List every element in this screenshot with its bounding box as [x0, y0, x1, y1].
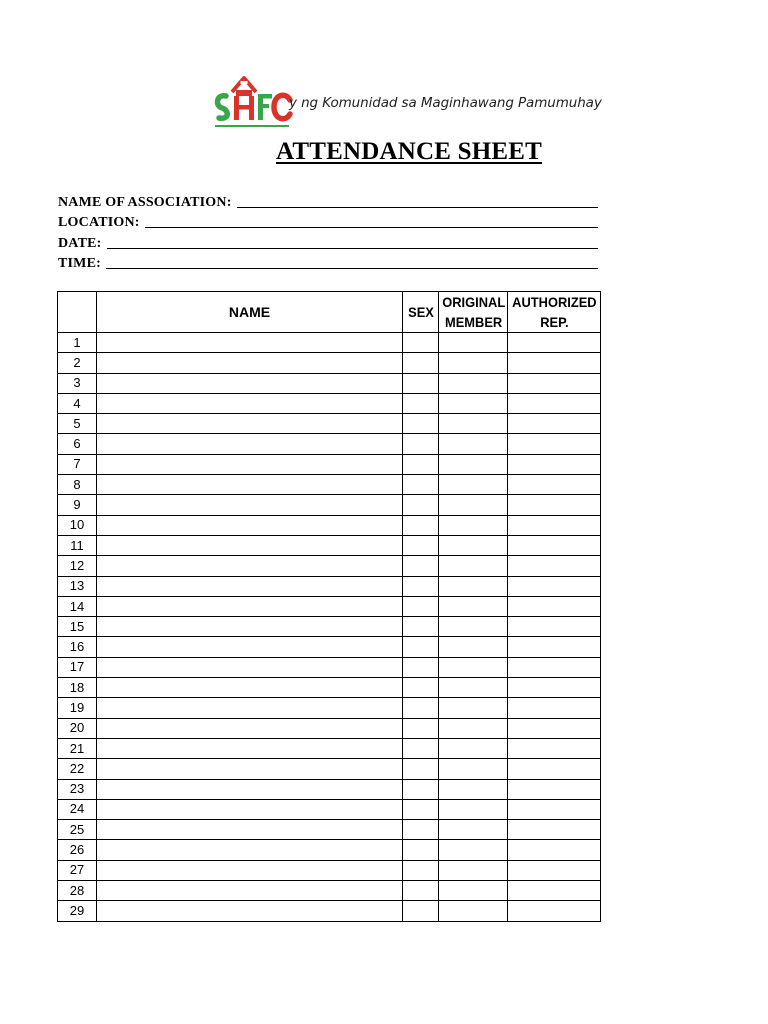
table-row	[58, 617, 601, 637]
name-cell[interactable]	[97, 820, 403, 840]
authorized-rep-cell[interactable]	[508, 617, 601, 637]
original-member-cell[interactable]	[439, 414, 508, 434]
row-number: 13	[58, 576, 97, 596]
sex-cell[interactable]	[403, 738, 439, 758]
table-row	[58, 678, 601, 698]
table-row	[58, 637, 601, 657]
original-member-cell[interactable]	[439, 434, 508, 454]
name-cell[interactable]	[97, 576, 403, 596]
table-row	[58, 860, 601, 880]
original-member-cell[interactable]	[439, 495, 508, 515]
name-cell[interactable]	[97, 393, 403, 413]
table-row	[58, 393, 601, 413]
name-cell[interactable]	[97, 637, 403, 657]
authorized-rep-cell[interactable]	[508, 393, 601, 413]
row-number: 6	[58, 434, 97, 454]
row-number: 20	[58, 718, 97, 738]
row-number: 17	[58, 657, 97, 677]
header-authorized-rep: AUTHORIZED REP.	[511, 292, 596, 333]
name-cell[interactable]	[97, 779, 403, 799]
row-number: 5	[58, 414, 97, 434]
sex-cell[interactable]	[403, 535, 439, 555]
name-cell[interactable]	[97, 718, 403, 738]
name-cell[interactable]	[97, 759, 403, 779]
table-row	[58, 799, 601, 819]
sex-cell[interactable]	[403, 495, 439, 515]
name-cell[interactable]	[97, 556, 403, 576]
row-number: 28	[58, 881, 97, 901]
sex-cell[interactable]	[403, 637, 439, 657]
table-row	[58, 454, 601, 474]
name-cell[interactable]	[97, 617, 403, 637]
sex-cell[interactable]	[403, 678, 439, 698]
table-row	[58, 556, 601, 576]
sex-cell[interactable]	[403, 454, 439, 474]
time-line[interactable]	[106, 268, 598, 269]
location-line[interactable]	[145, 227, 598, 228]
row-number: 9	[58, 495, 97, 515]
sex-cell[interactable]	[403, 515, 439, 535]
authorized-rep-cell[interactable]	[508, 535, 601, 555]
sex-cell[interactable]	[403, 820, 439, 840]
original-member-cell[interactable]	[439, 475, 508, 495]
authorized-rep-cell[interactable]	[508, 576, 601, 596]
row-number: 2	[58, 353, 97, 373]
name-cell[interactable]	[97, 475, 403, 495]
table-row	[58, 373, 601, 393]
original-member-cell[interactable]	[439, 799, 508, 819]
row-number: 24	[58, 799, 97, 819]
name-cell[interactable]	[97, 840, 403, 860]
name-cell[interactable]	[97, 353, 403, 373]
original-member-cell[interactable]	[439, 881, 508, 901]
table-row	[58, 779, 601, 799]
location-label: LOCATION:	[58, 215, 140, 230]
page-title: ATTENDANCE SHEET	[276, 138, 542, 165]
name-cell[interactable]	[97, 738, 403, 758]
original-member-cell[interactable]	[439, 738, 508, 758]
authorized-rep-cell[interactable]	[508, 759, 601, 779]
authorized-rep-cell[interactable]	[508, 515, 601, 535]
authorized-rep-cell[interactable]	[508, 556, 601, 576]
row-number: 14	[58, 596, 97, 616]
row-number: 21	[58, 738, 97, 758]
date-line[interactable]	[107, 248, 598, 249]
location-field[interactable]	[58, 211, 598, 232]
row-number: 26	[58, 840, 97, 860]
authorized-rep-cell[interactable]	[508, 820, 601, 840]
association-line[interactable]	[237, 207, 598, 208]
authorized-rep-cell[interactable]	[508, 840, 601, 860]
authorized-rep-cell[interactable]	[508, 901, 601, 921]
authorized-rep-cell[interactable]	[508, 881, 601, 901]
name-cell[interactable]	[97, 698, 403, 718]
name-cell[interactable]	[97, 535, 403, 555]
authorized-rep-cell[interactable]	[508, 738, 601, 758]
name-cell[interactable]	[97, 901, 403, 921]
row-number: 1	[58, 333, 97, 353]
sex-cell[interactable]	[403, 860, 439, 880]
name-cell[interactable]	[97, 799, 403, 819]
table-header-row	[58, 292, 601, 333]
name-cell[interactable]	[97, 596, 403, 616]
sex-cell[interactable]	[403, 617, 439, 637]
authorized-rep-cell[interactable]	[508, 353, 601, 373]
table-row	[58, 718, 601, 738]
name-cell[interactable]	[97, 373, 403, 393]
table-row	[58, 596, 601, 616]
table-row	[58, 535, 601, 555]
row-number: 8	[58, 475, 97, 495]
row-number: 11	[58, 535, 97, 555]
name-cell[interactable]	[97, 434, 403, 454]
date-field[interactable]	[58, 231, 598, 252]
original-member-cell[interactable]	[439, 596, 508, 616]
header-number	[59, 292, 95, 333]
row-number: 4	[58, 393, 97, 413]
name-cell[interactable]	[97, 515, 403, 535]
time-field[interactable]	[58, 252, 598, 273]
sex-cell[interactable]	[403, 718, 439, 738]
original-member-cell[interactable]	[439, 353, 508, 373]
sex-cell[interactable]	[403, 799, 439, 819]
sex-cell[interactable]	[403, 698, 439, 718]
table-row	[58, 414, 601, 434]
authorized-rep-cell[interactable]	[508, 454, 601, 474]
original-member-cell[interactable]	[439, 333, 508, 353]
sex-cell[interactable]	[403, 353, 439, 373]
table-row	[58, 840, 601, 860]
original-member-cell[interactable]	[439, 820, 508, 840]
sex-cell[interactable]	[403, 596, 439, 616]
name-cell[interactable]	[97, 678, 403, 698]
sex-cell[interactable]	[403, 840, 439, 860]
authorized-rep-cell[interactable]	[508, 718, 601, 738]
row-number: 3	[58, 373, 97, 393]
name-cell[interactable]	[97, 414, 403, 434]
header-sex: SEX	[404, 292, 437, 333]
name-cell[interactable]	[97, 881, 403, 901]
original-member-cell[interactable]	[439, 576, 508, 596]
row-number: 27	[58, 860, 97, 880]
row-number: 19	[58, 698, 97, 718]
table-row	[58, 820, 601, 840]
original-member-cell[interactable]	[439, 454, 508, 474]
original-member-cell[interactable]	[439, 718, 508, 738]
original-member-cell[interactable]	[439, 759, 508, 779]
table-row	[58, 881, 601, 901]
sex-cell[interactable]	[403, 556, 439, 576]
original-member-cell[interactable]	[439, 901, 508, 921]
sex-cell[interactable]	[403, 759, 439, 779]
row-number: 29	[58, 901, 97, 921]
sex-cell[interactable]	[403, 434, 439, 454]
original-member-cell[interactable]	[439, 657, 508, 677]
table-row	[58, 475, 601, 495]
table-row	[58, 738, 601, 758]
table-row	[58, 657, 601, 677]
sex-cell[interactable]	[403, 901, 439, 921]
authorized-rep-cell[interactable]	[508, 698, 601, 718]
original-member-cell[interactable]	[439, 637, 508, 657]
authorized-rep-cell[interactable]	[508, 860, 601, 880]
name-cell[interactable]	[97, 495, 403, 515]
row-number: 15	[58, 617, 97, 637]
table-row	[58, 759, 601, 779]
shfc-logo	[212, 72, 294, 134]
authorized-rep-cell[interactable]	[508, 495, 601, 515]
sex-cell[interactable]	[403, 657, 439, 677]
authorized-rep-cell[interactable]	[508, 373, 601, 393]
header-original-member: ORIGINAL MEMBER	[441, 292, 505, 333]
original-member-cell[interactable]	[439, 373, 508, 393]
row-number: 7	[58, 454, 97, 474]
sex-cell[interactable]	[403, 333, 439, 353]
authorized-rep-cell[interactable]	[508, 434, 601, 454]
table-row	[58, 515, 601, 535]
sex-cell[interactable]	[403, 414, 439, 434]
original-member-cell[interactable]	[439, 535, 508, 555]
table-row	[58, 901, 601, 921]
row-number: 12	[58, 556, 97, 576]
authorized-rep-cell[interactable]	[508, 657, 601, 677]
table-row	[58, 333, 601, 353]
tagline: y ng Komunidad sa Maginhawang Pamumuhay	[289, 95, 602, 111]
authorized-rep-cell[interactable]	[508, 779, 601, 799]
original-member-cell[interactable]	[439, 617, 508, 637]
authorized-rep-cell[interactable]	[508, 799, 601, 819]
authorized-rep-cell[interactable]	[508, 637, 601, 657]
sex-cell[interactable]	[403, 576, 439, 596]
association-label: NAME OF ASSOCIATION:	[58, 194, 232, 210]
original-member-cell[interactable]	[439, 779, 508, 799]
name-cell[interactable]	[97, 657, 403, 677]
form-fields	[58, 190, 598, 272]
row-number: 16	[58, 637, 97, 657]
association-field[interactable]	[58, 190, 598, 211]
authorized-rep-cell[interactable]	[508, 596, 601, 616]
sex-cell[interactable]	[403, 475, 439, 495]
row-number: 22	[58, 759, 97, 779]
date-label: DATE:	[58, 235, 102, 251]
original-member-cell[interactable]	[439, 393, 508, 413]
header-name: NAME	[97, 292, 403, 333]
table-row	[58, 576, 601, 596]
name-cell[interactable]	[97, 454, 403, 474]
row-number: 25	[58, 820, 97, 840]
name-cell[interactable]	[97, 860, 403, 880]
sex-cell[interactable]	[403, 393, 439, 413]
row-number: 10	[58, 515, 97, 535]
sex-cell[interactable]	[403, 373, 439, 393]
time-label: TIME:	[58, 256, 101, 271]
row-number: 23	[58, 779, 97, 799]
table-row	[58, 698, 601, 718]
authorized-rep-cell[interactable]	[508, 678, 601, 698]
sex-cell[interactable]	[403, 881, 439, 901]
original-member-cell[interactable]	[439, 515, 508, 535]
row-number: 18	[58, 678, 97, 698]
original-member-cell[interactable]	[439, 678, 508, 698]
original-member-cell[interactable]	[439, 840, 508, 860]
authorized-rep-cell[interactable]	[508, 333, 601, 353]
table-row	[58, 434, 601, 454]
original-member-cell[interactable]	[439, 860, 508, 880]
authorized-rep-cell[interactable]	[508, 475, 601, 495]
name-cell[interactable]	[97, 333, 403, 353]
original-member-cell[interactable]	[439, 556, 508, 576]
table-row	[58, 353, 601, 373]
authorized-rep-cell[interactable]	[508, 414, 601, 434]
sex-cell[interactable]	[403, 779, 439, 799]
table-row	[58, 495, 601, 515]
attendance-table	[57, 291, 601, 922]
original-member-cell[interactable]	[439, 698, 508, 718]
